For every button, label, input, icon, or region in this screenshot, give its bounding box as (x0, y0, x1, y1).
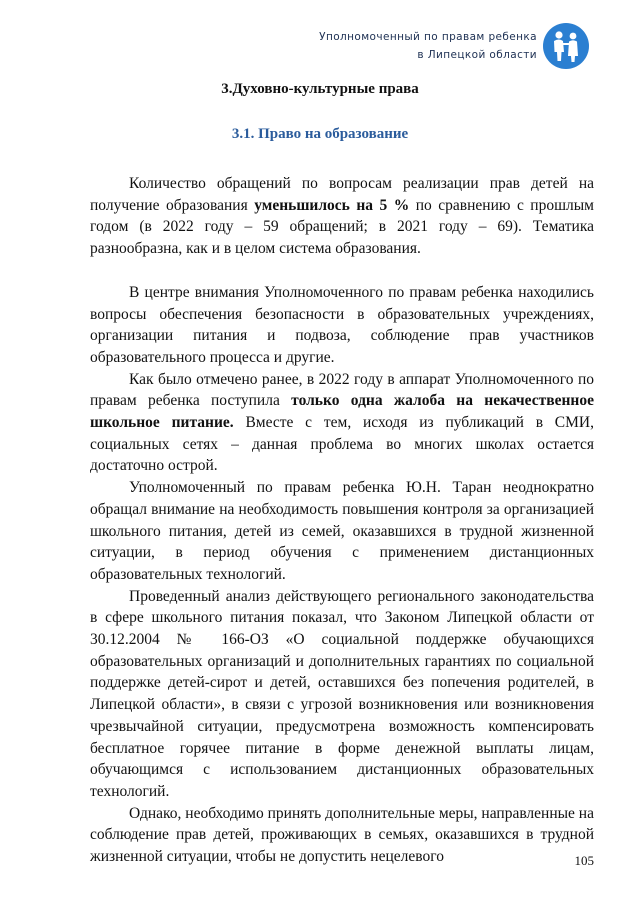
header-organization (319, 28, 537, 64)
bold-phrase: уменьшилось на 5 % (254, 196, 410, 214)
paragraph-2: В центре внимания Уполномоченного по правам ребенка находились вопросы обеспечения безопасности в образовательных учреждениях, организации питания и подвоза, соблюдение прав участников образовательного процесса и другие. (90, 283, 594, 366)
section-title: 3.1. Право на образование (231, 126, 409, 142)
page-number: 105 (574, 853, 594, 868)
paragraph-6: Однако, необходимо принять дополнительные меры, направленные на соблюдение прав детей, проживающих в семьях, оказавшихся в трудной жизненной ситуации, чтобы не допустить нецелевого (90, 804, 594, 866)
header-org-line-2: в Липецкой области (417, 49, 537, 61)
bold-phrase: только одна жалоба на некачественное школьное питание. (90, 392, 594, 432)
body-text (90, 173, 594, 868)
paragraph-1: Количество обращений по вопросам реализации прав детей на получение образования уменьшилось на 5 % по сравнению с прошлым годом (в 2022 году – 59 обращений; в 2021 году – 69). Тематика разнообразна, как и в целом система образования. (90, 175, 594, 258)
paragraph-4: Уполномоченный по правам ребенка Ю.Н. Таран неоднократно обращал внимание на необходимость повышения контроля за организацией школьного питания, детей из семей, оказавшихся в трудной жизненной ситуации, в период обучения с применением дистанционных образовательных технологий. (90, 479, 594, 583)
children-silhouette-logo-icon (542, 22, 590, 70)
paragraph-3: Как было отмечено ранее, в 2022 году в аппарат Уполномоченного по правам ребенка поступила только одна жалоба на некачественное школьное питание. Вместе с тем, исходя из публикаций в СМИ, социальных сетях – данная проблема во многих школах остается достаточно острой. (90, 370, 594, 475)
paragraph-5: Проведенный анализ действующего регионального законодательства в сфере школьного питания показал, что Законом Липецкой области от 30.12.2004 № 166-ОЗ «О социальной поддержке обучающихся образовательных организаций и дополнительных гарантиях по социальной поддержке детей-сирот и детей, оставшихся без попечения родителей, в Липецкой области», в связи с угрозой возникновения или возникновения чрезвычайной ситуации, предусмотрена возможность компенсировать бесплатное горячее питание в форме денежной выплаты лицам, обучающимся с использованием дистанционных образовательных технологий. (90, 587, 594, 800)
header-org-line-1: Уполномоченный по правам ребенка (319, 31, 537, 43)
chapter-title: 3.Духовно-культурные права (221, 81, 419, 97)
